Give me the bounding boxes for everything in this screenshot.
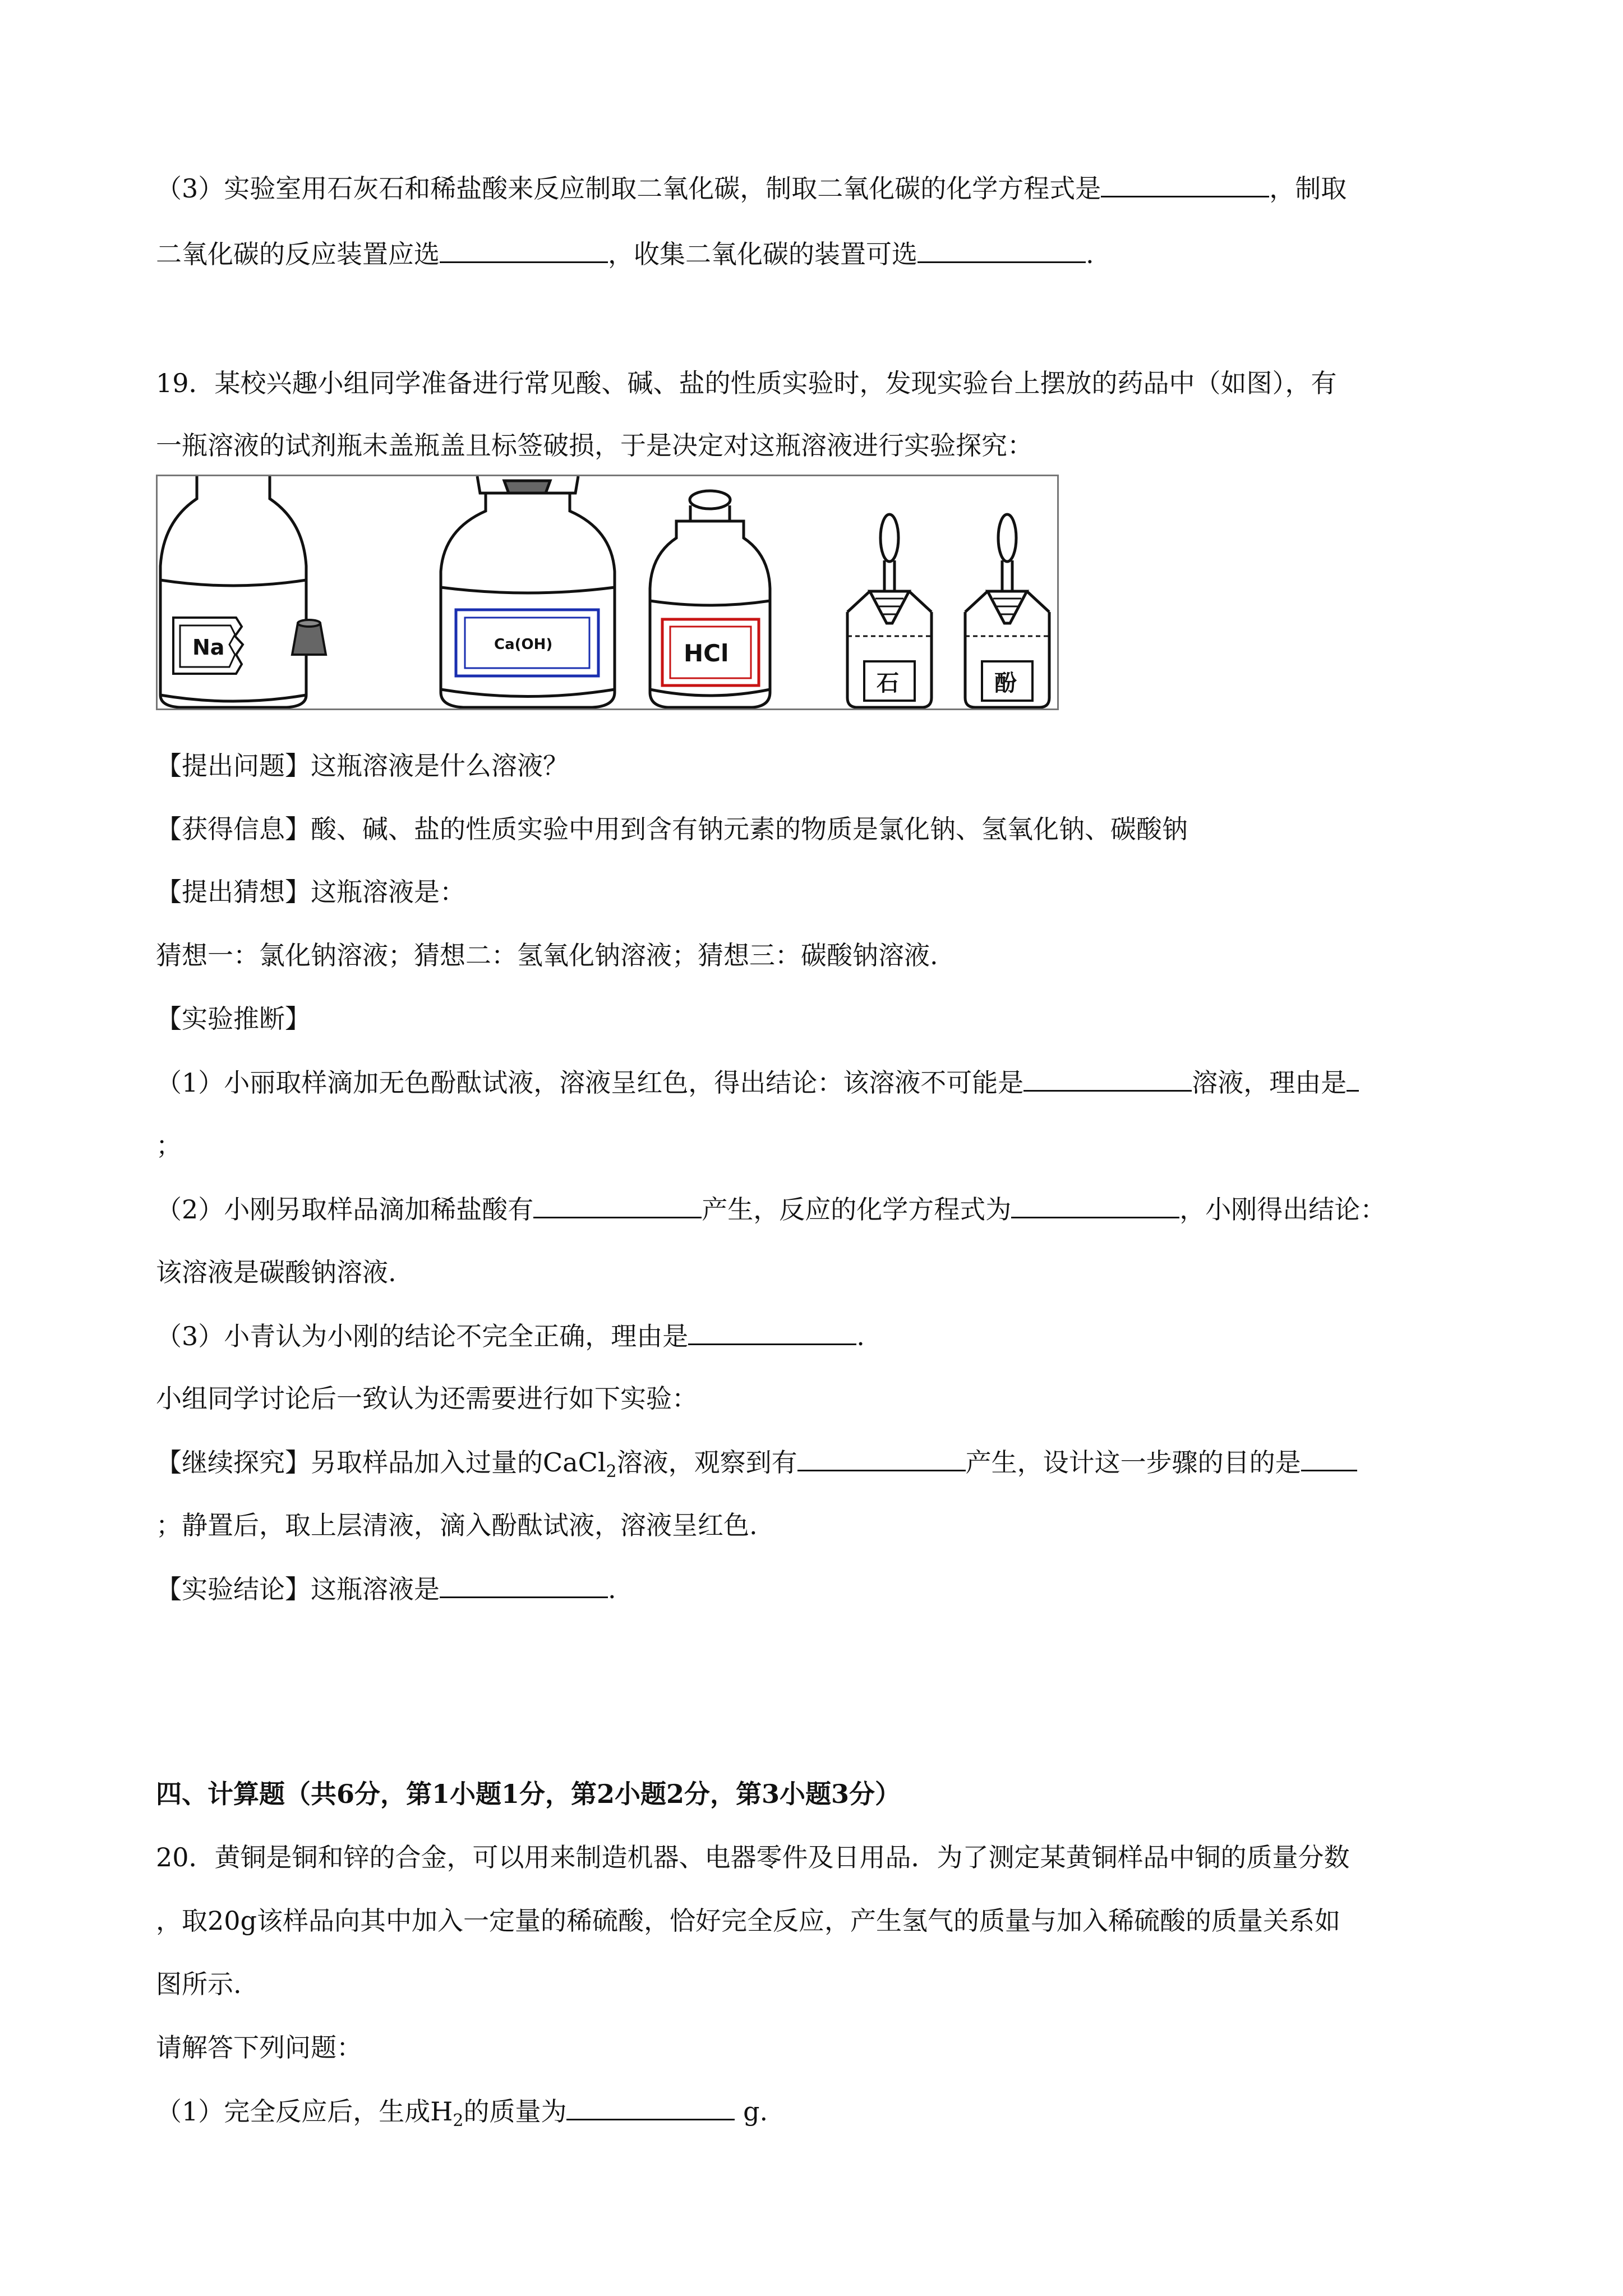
subscript: 2 <box>453 2111 464 2131</box>
q19-step2-text-c: ，小刚得出结论： <box>1179 1194 1386 1225</box>
section4-heading: 四、计算题（共6分，第1小题1分，第2小题2分，第3小题3分） <box>156 1779 901 1809</box>
q19-continue-line1 <box>156 1445 1357 1482</box>
q20-line2: ，取20g该样品向其中加入一定量的稀硫酸，恰好完全反应，产生氢气的质量与加入稀硫酸的质量关系如 <box>156 1906 1340 1936</box>
q19-conclusion <box>156 1572 616 1605</box>
q19-step2-text-a: （2）小刚另取样品滴加稀盐酸有 <box>156 1194 534 1225</box>
q20-part1-text-c: g. <box>735 2096 768 2127</box>
q18-part3-text-c: 二氧化碳的反应装置应选 <box>156 239 440 269</box>
bottle2-label: Ca(OH) <box>494 636 553 653</box>
answer-blank[interactable] <box>440 237 608 263</box>
reagent-bottles-illustration <box>158 476 1059 710</box>
q19-step1-text-b: 溶液，理由是 <box>1192 1068 1347 1098</box>
dropper2-label: 酚 <box>994 670 1017 696</box>
bottle1-label: Na <box>192 635 225 660</box>
q19-step3-text-a: （3）小青认为小刚的结论不完全正确，理由是 <box>156 1321 689 1351</box>
q19-hypotheses: 猜想一：氯化钠溶液；猜想二：氢氧化钠溶液；猜想三：碳酸钠溶液. <box>156 940 938 970</box>
answer-blank[interactable] <box>917 237 1086 263</box>
dropper1-label: 石 <box>877 670 899 696</box>
q20-part1 <box>156 2094 768 2131</box>
q20-line1: 20．黄铜是铜和锌的合金，可以用来制造机器、电器零件及日用品．为了测定某黄铜样品中铜的质量分数 <box>156 1842 1350 1872</box>
answer-blank[interactable] <box>566 2094 735 2120</box>
q19-discussion: 小组同学讨论后一致认为还需要进行如下实验： <box>156 1383 698 1414</box>
q19-inference-heading: 【实验推断】 <box>156 1004 311 1034</box>
bottle-stopper <box>292 620 326 655</box>
q18-part3-text-e: . <box>1086 239 1094 269</box>
q18-part3-text-d: ，收集二氧化碳的装置可选 <box>608 239 917 269</box>
bottle3-label: HCl <box>684 639 729 667</box>
q18-part3-line1 <box>156 171 1347 205</box>
q19-continue-text-b: 溶液，观察到有 <box>616 1447 797 1478</box>
q19-step1-text-a: （1）小丽取样滴加无色酚酞试液，溶液呈红色，得出结论：该溶液不可能是 <box>156 1068 1024 1098</box>
q18-part3-text-a: （3）实验室用石灰石和稀盐酸来反应制取二氧化碳，制取二氧化碳的化学方程式是 <box>156 173 1101 204</box>
q19-step3 <box>156 1319 865 1352</box>
answer-blank[interactable] <box>1347 1065 1359 1092</box>
q20-prompt: 请解答下列问题： <box>156 2032 362 2063</box>
answer-blank[interactable] <box>1301 1445 1357 1471</box>
q19-continue-line2: ；静置后，取上层清液，滴入酚酞试液，溶液呈红色. <box>156 1510 758 1540</box>
reagent-bottles-figure <box>156 475 1059 710</box>
q19-step1-line2: ； <box>156 1130 182 1161</box>
answer-blank[interactable] <box>1011 1192 1179 1218</box>
calcium-hydroxide-bottle <box>441 476 615 707</box>
answer-blank[interactable] <box>797 1445 966 1471</box>
q19-intro-line2: 一瓶溶液的试剂瓶未盖瓶盖且标签破损，于是决定对这瓶溶液进行实验探究： <box>156 430 1033 461</box>
answer-blank[interactable] <box>533 1192 702 1218</box>
q19-step2-line1 <box>156 1192 1386 1226</box>
q19-continue-text-c: 产生，设计这一步骤的目的是 <box>965 1447 1301 1478</box>
q19-step1-line1 <box>156 1065 1359 1099</box>
q19-hypothesis-heading: 【提出猜想】这瓶溶液是： <box>156 877 465 907</box>
hydrochloric-acid-bottle <box>650 491 770 707</box>
q20-line3: 图所示. <box>156 1969 242 1999</box>
answer-blank[interactable] <box>1023 1065 1192 1092</box>
q19-conclusion-text-a: 【实验结论】这瓶溶液是 <box>156 1574 440 1604</box>
q20-part1-text-b: 的质量为 <box>463 2096 567 2127</box>
answer-blank[interactable] <box>1101 171 1269 197</box>
q19-question: 【提出问题】这瓶溶液是什么溶液？ <box>156 751 569 781</box>
q18-part3-line2 <box>156 237 1094 270</box>
q19-continue-text-a: 【继续探究】另取样品加入过量的CaCl <box>156 1447 606 1478</box>
subscript: 2 <box>606 1462 617 1482</box>
q19-intro-line1: 19．某校兴趣小组同学准备进行常见酸、碱、盐的性质实验时，发现实验台上摆放的药品中（如图），有 <box>156 368 1337 398</box>
q19-step2-line2: 该溶液是碳酸钠溶液. <box>156 1257 396 1287</box>
q19-step2-text-b: 产生，反应的化学方程式为 <box>702 1194 1012 1225</box>
q19-conclusion-text-b: . <box>608 1574 616 1604</box>
open-bottle-broken-label <box>160 476 306 707</box>
answer-blank[interactable] <box>440 1572 608 1598</box>
q19-step3-text-b: . <box>856 1321 865 1351</box>
q18-part3-text-b: ，制取 <box>1269 173 1347 204</box>
answer-blank[interactable] <box>688 1319 856 1345</box>
q20-part1-text-a: （1）完全反应后，生成H <box>156 2096 453 2127</box>
q19-info: 【获得信息】酸、碱、盐的性质实验中用到含有钠元素的物质是氯化钠、氢氧化钠、碳酸钠 <box>156 814 1188 844</box>
